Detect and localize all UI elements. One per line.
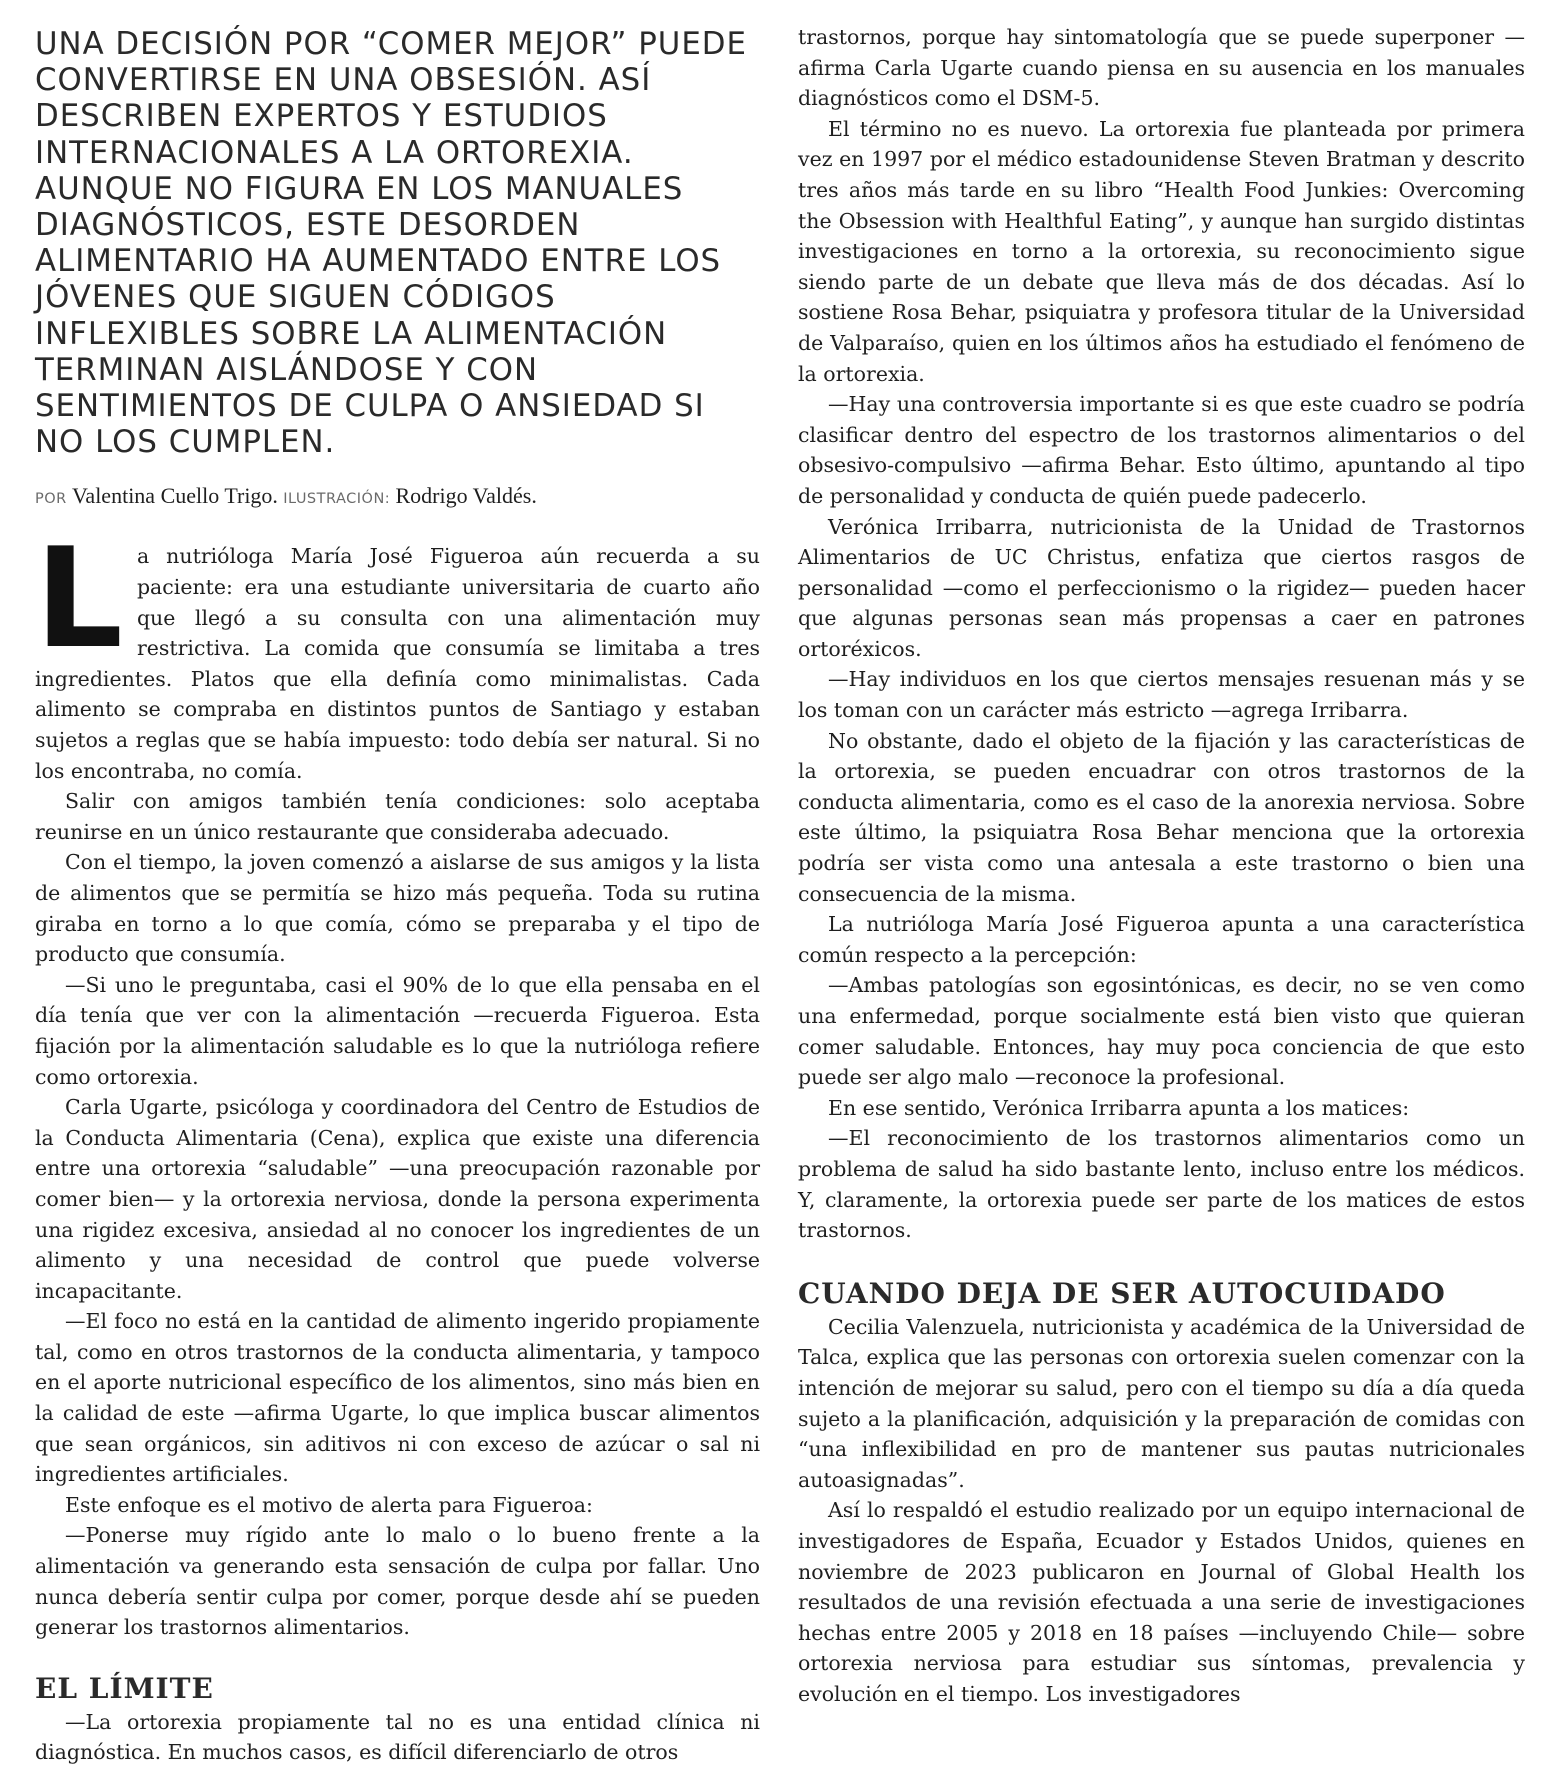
byline-illustrator: Rodrigo Valdés. (395, 483, 537, 509)
article-paragraph: —Hay individuos en los que ciertos mensajes resuenan más y se los toman con un carácter más estricto —agrega Irribarra. (798, 667, 1525, 723)
article-paragraph: La nutrióloga María José Figueroa apunta a una característica común respecto a la percepción: (798, 912, 1525, 967)
left-column (35, 26, 760, 1768)
article-paragraph: —Ponerse muy rígido ante lo malo o lo bueno frente a la alimentación va generando esta sensación de culpa por fallar. Uno nunca debería sentir culpa por comer, porque desde ahí se pueden generar los trastornos alimentarios. (35, 1523, 760, 1640)
article-paragraph: —El foco no está en la cantidad de alimento ingerido propiamente tal, como en otros trastornos de la conducta alimentaria, y tampoco en el aporte nutricional específico de los alimentos, sino más bien en la calidad de este —afirma Ugarte, lo que implica buscar alimentos que sean orgánicos, sin aditivos ni con exceso de azúcar o sal ni ingredientes artificiales. (35, 1309, 760, 1487)
article-paragraph-continued: trastornos, porque hay sintomatología que se puede superponer —afirma Carla Ugarte cuando piensa en su ausencia en los manuales diagnósticos como el DSM-5. (798, 25, 1525, 111)
article-paragraph: Verónica Irribarra, nutricionista de la Unidad de Trastornos Alimentarios de UC Christus, enfatiza que ciertos rasgos de personalidad —como el perfeccionismo o la rigidez— pueden hacer que algunas personas sean más propensas a caer en patrones ortoréxicos. (798, 514, 1525, 661)
byline-author: Valentina Cuello Trigo. (71, 483, 278, 509)
right-column (798, 22, 1525, 1709)
article-paragraph: En ese sentido, Verónica Irribarra apunta a los matices: (828, 1095, 1410, 1120)
article-paragraph (35, 518, 760, 786)
section-heading-autocuidado: CUANDO DEJA DE SER AUTOCUIDADO (798, 1276, 1446, 1310)
article-paragraph: —El reconocimiento de los trastornos alimentarios como un problema de salud ha sido bastante lento, incluso entre los médicos. Y, claramente, la ortorexia puede ser parte de los matices de estos trastornos. (798, 1126, 1525, 1243)
article-deck: UNA DECISIÓN POR “COMER MEJOR” PUEDE CONVERTIRSE EN UNA OBSESIÓN. ASÍ DESCRIBEN EXPERTOS Y ESTUDIOS INTERNACIONALES A LA ORTOREXIA. AUNQUE NO FIGURA EN LOS MANUALES DIAGNÓSTICOS, ESTE DESORDEN ALIMENTARIO HA AUMENTADO ENTRE LOS JÓVENES QUE SIGUEN CÓDIGOS INFLEXIBLES SOBRE LA ALIMENTACIÓN TERMINAN AISLÁNDOSE Y CON SENTIMIENTOS DE CULPA O ANSIEDAD SI NO LOS CUMPLEN. (35, 26, 747, 461)
article-paragraph: Cecilia Valenzuela, nutricionista y académica de la Universidad de Talca, explica que las personas con ortorexia suelen comenzar con la intención de mejorar su salud, pero con el tiempo su día a día queda sujeto a la planificación, adquisición y la preparación de comidas con “una inflexibilidad en pro de mantener sus pautas nutricionales autoasignadas”. (798, 1314, 1525, 1492)
article-paragraph: —Ambas patologías son egosintónicas, es decir, no se ven como una enfermedad, porque socialmente está bien visto que quieran comer saludable. Entonces, hay muy poca conciencia de que esto puede ser algo malo —reconoce la profesional. (798, 973, 1525, 1090)
article-paragraph: Carla Ugarte, psicóloga y coordinadora del Centro de Estudios de la Conducta Alimentaria (Cena), explica que existe una diferencia entre una ortorexia “saludable” —una preocupación razonable por comer bien— y la ortorexia nerviosa, donde la persona experimenta una rigidez excesiva, ansiedad al no conocer los ingredientes de un alimento y una necesidad de control que puede volverse incapacitante. (35, 1095, 760, 1303)
article-paragraph: Con el tiempo, la joven comenzó a aislarse de sus amigos y la lista de alimentos que se permitía se hizo más pequeña. Toda su rutina giraba en torno a lo que comía, cómo se preparaba y el tipo de producto que consumía. (35, 850, 760, 967)
article-paragraph: El término no es nuevo. La ortorexia fue planteada por primera vez en 1997 por el médico estadounidense Steven Bratman y descrito tres años más tarde en su libro “Health Food Junkies: Overcoming the Obsession with Healthful Eating”, y aunque han surgido distintas investigaciones en torno a la ortorexia, su reconocimiento sigue siendo parte de un debate que lleva más de dos décadas. Así lo sostiene Rosa Behar, psiquiatra y profesora titular de la Universidad de Valparaíso, quien en los últimos años ha estudiado el fenómeno de la ortorexia. (798, 116, 1525, 386)
article-paragraph: Salir con amigos también tenía condiciones: solo aceptaba reunirse en un único restaurante que consideraba adecuado. (35, 789, 760, 844)
byline-illustration-label: ILUSTRACIÓN: (283, 491, 391, 508)
article-paragraph: —La ortorexia propiamente tal no es una entidad clínica ni diagnóstica. En muchos casos, es difícil diferenciarlo de otros (35, 1709, 760, 1765)
article-paragraph: Este enfoque es el motivo de alerta para Figueroa: (65, 1492, 593, 1517)
article-paragraph: —Hay una controversia importante si es que este cuadro se podría clasificar dentro del espectro de los trastornos alimentarios o del obsesivo-compulsivo —afirma Behar. Esto último, apuntando al tipo de personalidad y conducta de quién puede padecerlo. (798, 392, 1525, 508)
byline-by-label: POR (35, 491, 67, 508)
article-paragraph: Así lo respaldó el estudio realizado por un equipo internacional de investigadores de España, Ecuador y Estados Unidos, quienes en noviembre de 2023 publicaron en Journal of Global Health los resultados de una revisión efectuada a una serie de investigaciones hechas entre 2005 y 2018 en 18 países —incluyendo Chile— sobre ortorexia nerviosa para estudiar sus síntomas, prevalencia y evolución en el tiempo. Los investigadores (798, 1498, 1525, 1706)
byline (35, 482, 760, 513)
section-heading-limite: EL LÍMITE (35, 1671, 214, 1705)
lead-text: a nutrióloga María José Figueroa aún recuerda a su paciente: era una estudiante universitaria de cuarto año que llegó a su consulta con una alimentación muy restrictiva. La comida que consumía se limitaba a tres ingredientes. Platos que ella definía como minimalistas. Cada alimento se compraba en distintos puntos de Santiago y estaban sujetos a reglas que se había impuesto: todo debía ser natural. Si no los encontraba, no comía. (35, 544, 760, 783)
drop-cap: L (35, 518, 123, 680)
article-paragraph: —Si uno le preguntaba, casi el 90% de lo que ella pensaba en el día tenía que ver con la alimentación —recuerda Figueroa. Esta fijación por la alimentación saludable es lo que la nutrióloga refiere como ortorexia. (35, 972, 760, 1089)
article-paragraph: No obstante, dado el objeto de la fijación y las características de la ortorexia, se pueden encuadrar con otros trastornos de la conducta alimentaria, como es el caso de la anorexia nerviosa. Sobre este último, la psiquiatra Rosa Behar menciona que la ortorexia podría ser vista como una antesala a este trastorno o bien una consecuencia de la misma. (798, 728, 1525, 906)
